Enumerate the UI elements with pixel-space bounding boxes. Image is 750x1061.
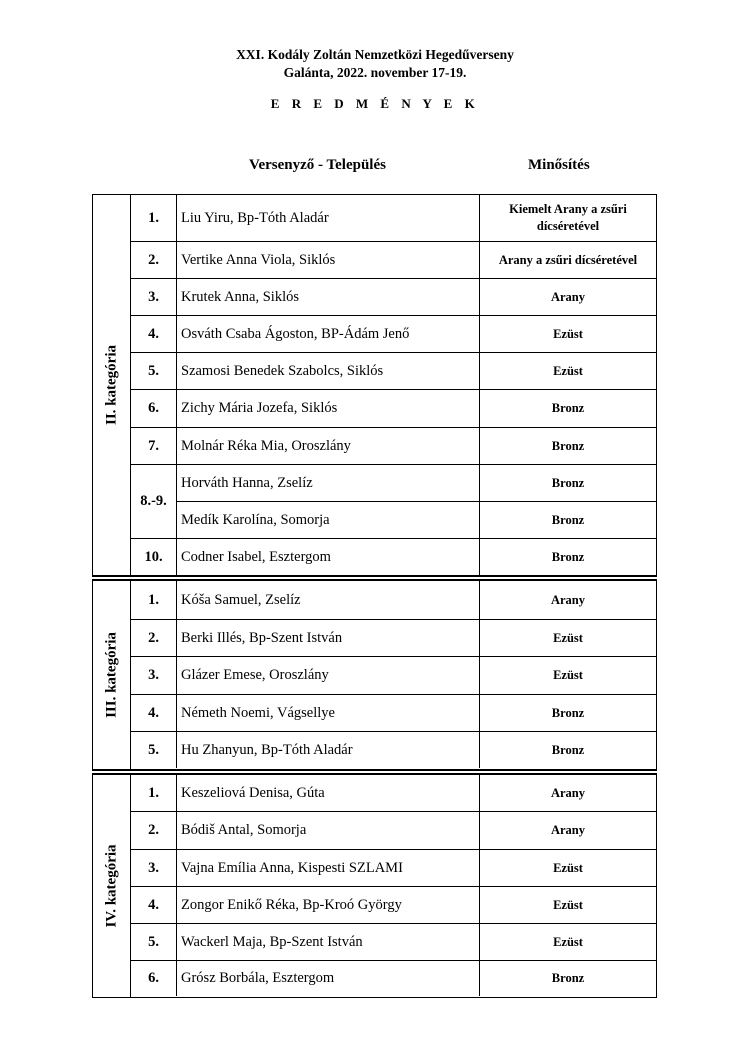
rank-cell: 7. [131,428,177,464]
table-row [131,195,656,242]
contestant-cell: Vajna Emília Anna, Kispesti SZLAMI [181,859,403,876]
category-block-iii [92,580,657,770]
contestant-cell: Glázer Emese, Oroszlány [181,667,329,683]
rank-cell: 3. [131,850,177,886]
rank-cell: 4. [131,887,177,923]
contestant-cell: Codner Isabel, Esztergom [181,548,331,565]
category-label-cell [93,775,131,997]
contestant-cell: Keszeliová Denisa, Gúta [181,784,325,801]
rating-cell: Ezüst [479,353,656,389]
contestant-cell: Németh Noemi, Vágsellye [181,704,335,721]
rating-cell: Arany [479,581,656,619]
contestant-cell: Liu Yiru, Bp-Tóth Aladár [181,209,329,226]
table-row [131,353,656,390]
category-label: III. kategória [103,632,119,718]
contestant-cell: Wackerl Maja, Bp-Szent István [181,933,363,950]
rating-cell: Arany [479,279,656,315]
rank-cell: 5. [131,732,177,768]
rating-cell: Ezüst [479,887,656,923]
rating-cell: Bronz [479,390,656,427]
contestant-cell: Molnár Réka Mia, Oroszlány [181,437,351,454]
category-block-ii [92,194,657,576]
contestant-cell: Horváth Hanna, Zselíz [181,474,313,491]
rank-cell: 10. [131,539,177,575]
column-header-contestant: Versenyző - Település [249,157,386,173]
contestant-cell: Bódiš Antal, Somorja [181,822,307,838]
rank-cell: 5. [131,353,177,389]
rank-cell: 6. [131,961,177,996]
rank-cell: 3. [131,279,177,315]
rank-cell: 5. [131,924,177,960]
rank-cell: 1. [131,775,177,811]
contestant-cell: Medík Karolína, Somorja [181,511,330,528]
contestant-cell: Kóša Samuel, Zselíz [181,591,301,608]
rank-cell: 2. [131,812,177,849]
rating-cell: Ezüst [479,620,656,656]
document-title: XXI. Kodály Zoltán Nemzetközi Hegedűverseny [236,47,514,62]
table-row [131,279,656,316]
contestant-cell: Hu Zhanyun, Bp-Tóth Aladár [181,741,353,758]
rating-cell: Bronz [479,539,656,575]
results-heading: E R E D M É N Y E K [270,96,480,111]
rating-cell: Bronz [479,465,656,501]
rank-cell: 4. [131,316,177,352]
table-row [131,657,656,695]
rank-cell: 1. [131,195,177,241]
rating-cell: Arany [479,812,656,849]
category-label-cell [93,195,131,575]
contestant-cell: Zongor Enikő Réka, Bp-Kroó György [181,896,402,913]
table-row [131,775,656,812]
rating-cell: Bronz [479,428,656,464]
category-label: II. kategória [103,345,119,425]
table-row [131,887,656,924]
rating-cell: Ezüst [479,657,656,694]
contestant-cell: Berki Illés, Bp-Szent István [181,629,343,646]
table-row [131,465,656,502]
table-row [131,502,656,539]
rating-cell: Bronz [479,502,656,538]
document-subtitle: Galánta, 2022. november 17-19. [283,65,467,80]
rank-cell: 6. [131,390,177,427]
table-row [131,732,656,768]
rating-cell: Ezüst [479,924,656,960]
rating-cell: Bronz [479,961,656,996]
table-row [131,539,656,575]
rank-cell: 3. [131,657,177,694]
merged-rank-cell: 8.-9. [131,465,177,539]
table-row [131,581,656,620]
rating-cell: Ezüst [479,850,656,886]
table-row [131,924,656,961]
category-label: IV. kategória [103,844,119,928]
table-row [131,812,656,850]
table-row [131,242,656,279]
rating-cell: Ezüst [479,316,656,352]
rank-cell: 2. [131,620,177,656]
contestant-cell: Szamosi Benedek Szabolcs, Siklós [181,362,384,379]
table-row [131,316,656,353]
rating-cell: Arany [479,775,656,811]
rating-cell: Bronz [479,732,656,768]
table-row [131,850,656,887]
contestant-cell: Osváth Csaba Ágoston, BP-Ádám Jenő [181,325,410,342]
contestant-cell: Grósz Borbála, Esztergom [181,970,335,986]
category-block-iv [92,774,657,998]
category-label-cell [93,581,131,769]
table-row [131,961,656,996]
rank-cell: 2. [131,242,177,278]
table-row [131,695,656,732]
table-row [131,428,656,465]
rating-cell: Kiemelt Arany a zsűri dícséretével [479,195,656,241]
rank-cell: 1. [131,581,177,619]
table-row [131,390,656,428]
contestant-cell: Vertike Anna Viola, Siklós [181,251,336,268]
rating-cell: Arany a zsűri dícséretével [479,242,656,278]
column-header-rating: Minősítés [528,157,590,173]
table-row [131,620,656,657]
contestant-cell: Krutek Anna, Siklós [181,288,300,305]
contestant-cell: Zichy Mária Jozefa, Siklós [181,400,338,416]
rating-cell: Bronz [479,695,656,731]
rank-cell: 4. [131,695,177,731]
